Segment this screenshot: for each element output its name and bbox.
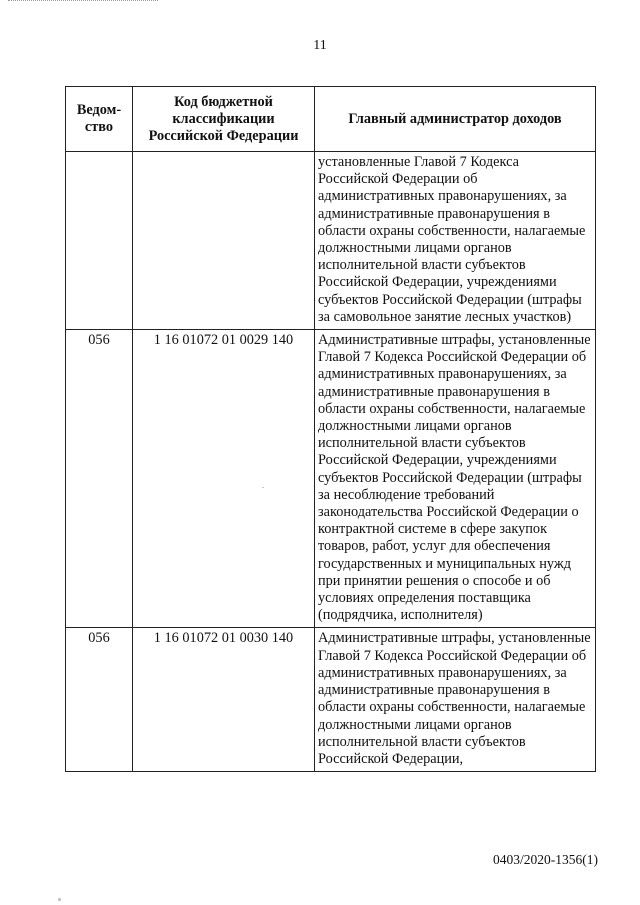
description-cell: установленные Главой 7 Кодекса Российской Федерации об административных правонарушениях, за административные правонарушения в области охраны собственности, налагаемые должностными лицами органов исполнительной власти субъектов Российской Федерации, учреждениями субъектов Российской Федерации (штрафы за самовольное занятие лесных участков) xyxy=(315,152,596,330)
revenue-administrators-table xyxy=(65,86,596,772)
column-header-administrator: Главный администратор доходов xyxy=(315,87,596,152)
scan-speck xyxy=(262,487,264,488)
department-cell: 056 xyxy=(66,628,133,772)
table-row xyxy=(66,152,596,330)
table-row xyxy=(66,330,596,628)
department-cell: 056 xyxy=(66,330,133,628)
table-header-row xyxy=(66,87,596,152)
table-row xyxy=(66,628,596,772)
document-id: 0403/2020-1356(1) xyxy=(493,852,598,867)
column-header-department: Ведом-ство xyxy=(66,87,133,152)
column-header-code: Код бюджетной классификации Российской Федерации xyxy=(133,87,315,152)
budget-code-cell: 1 16 01072 01 0030 140 xyxy=(133,628,315,772)
description-cell: Административные штрафы, установленные Главой 7 Кодекса Российской Федерации об административных правонарушениях, за административные правонарушения в области охраны собственности, налагаемые должностными лицами органов исполнительной власти субъектов Российской Федерации, xyxy=(315,628,596,772)
description-cell: Административные штрафы, установленные Главой 7 Кодекса Российской Федерации об административных правонарушениях, за административные правонарушения в области охраны собственности, налагаемые должностными лицами органов исполнительной власти субъектов Российской Федерации, учреждениями субъектов Российской Федерации (штрафы за несоблюдение требований законодательства Российской Федерации о контрактной системе в сфере закупок товаров, работ, услуг для обеспечения государственных и муниципальных нужд при принятии решения о способе и об условиях определения поставщика (подрядчика, исполнителя) xyxy=(315,330,596,628)
budget-code-cell xyxy=(133,152,315,330)
department-cell xyxy=(66,152,133,330)
scan-edge-mark xyxy=(8,0,158,3)
scan-edge-mark xyxy=(58,898,61,901)
budget-code-cell: 1 16 01072 01 0029 140 xyxy=(133,330,315,628)
page-number: 11 xyxy=(313,38,327,53)
